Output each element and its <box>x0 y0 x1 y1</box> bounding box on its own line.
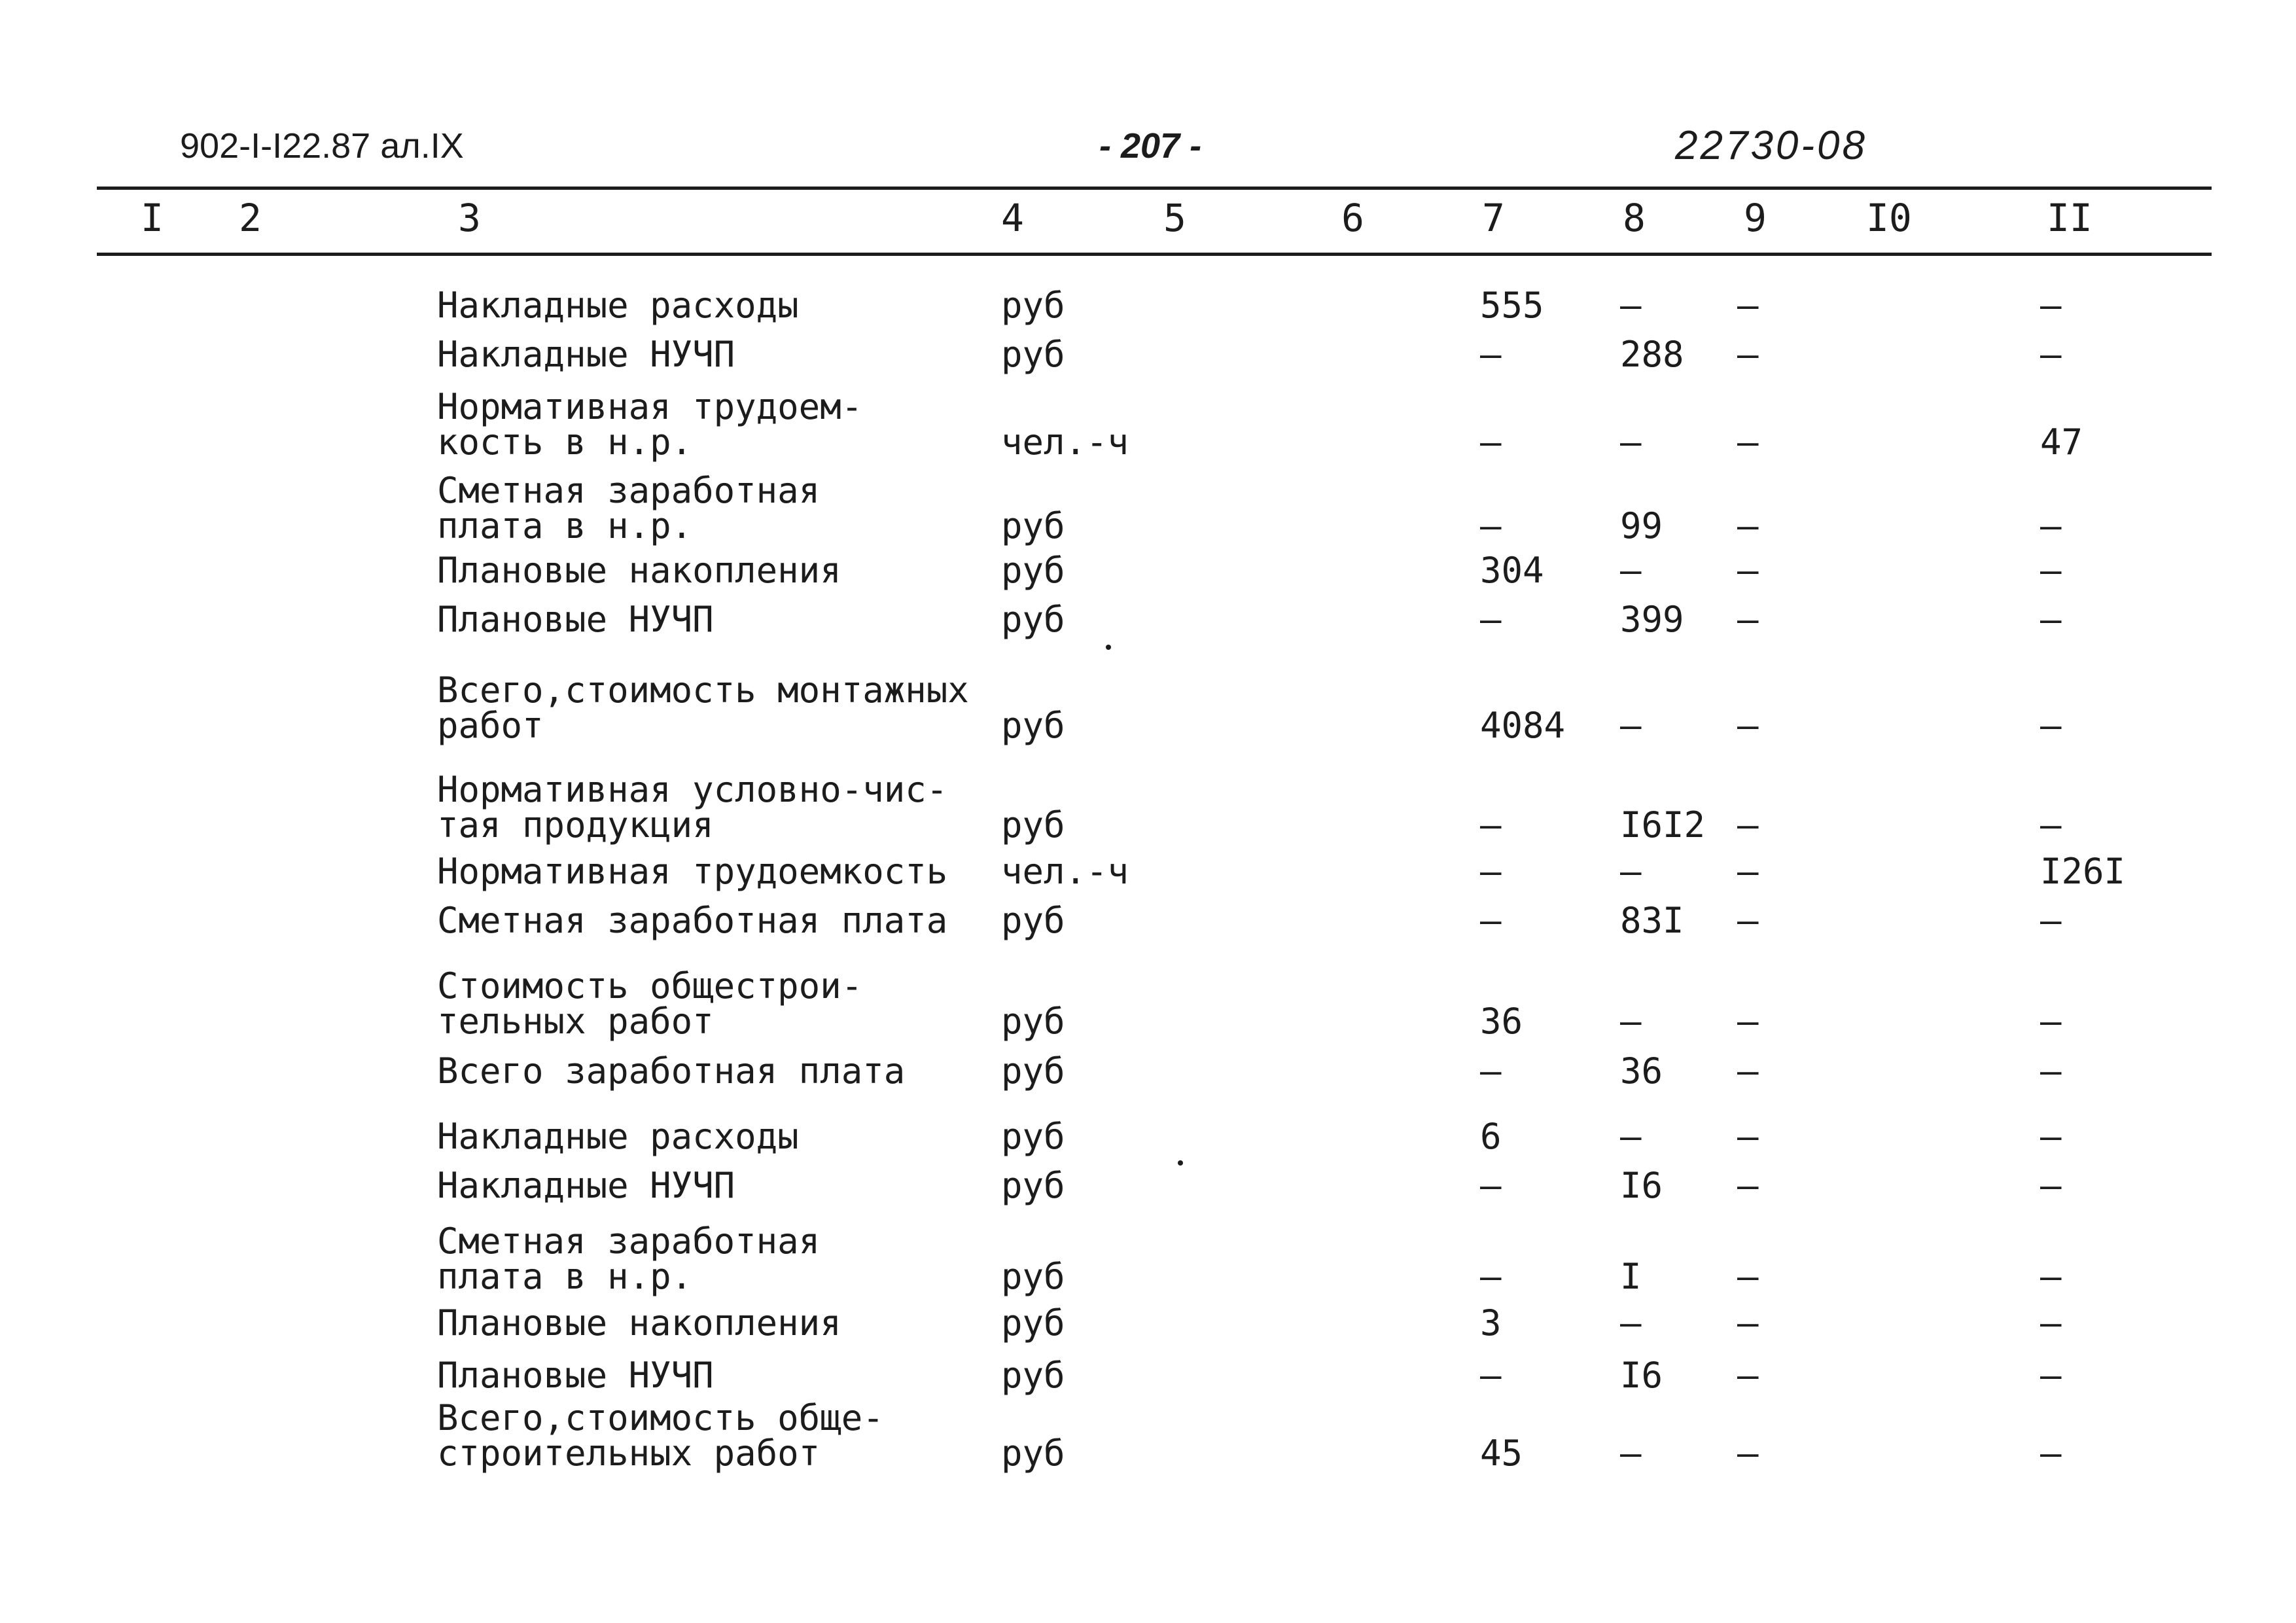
item-name <box>437 769 948 846</box>
item-name-line: Плановые НУЧП <box>437 599 714 640</box>
col7-cell: – <box>1480 1050 1502 1092</box>
col9-cell: – <box>1737 550 1759 591</box>
col8-cell: – <box>1620 1116 1642 1157</box>
col9-cell: – <box>1737 1050 1759 1092</box>
item-name <box>437 334 735 375</box>
item-name-line: Плановые НУЧП <box>437 1355 714 1396</box>
item-name-line: Накладные расходы <box>437 1116 799 1157</box>
unit-cell: руб <box>1001 285 1065 326</box>
col9-cell: – <box>1737 599 1759 640</box>
unit-cell: руб <box>1001 599 1065 640</box>
col9-cell: – <box>1737 1355 1759 1396</box>
sheet-code: 22730-08 <box>1675 123 1868 168</box>
item-name <box>437 965 863 1042</box>
column-number-4: 4 <box>1001 196 1024 240</box>
scan-speck <box>1178 1160 1183 1166</box>
unit-cell: руб <box>1001 505 1065 546</box>
item-name-line: Плановые накопления <box>437 1302 841 1344</box>
item-name-line: Нормативная трудоем- <box>437 386 863 427</box>
unit-cell: руб <box>1001 900 1065 941</box>
item-name-line: Сметная заработная <box>437 1221 821 1262</box>
column-number-3: 3 <box>458 196 481 240</box>
col8-cell: 288 <box>1620 334 1684 375</box>
col9-cell: – <box>1737 285 1759 326</box>
col7-cell: – <box>1480 804 1502 846</box>
col9-cell: – <box>1737 804 1759 846</box>
col9-cell: – <box>1737 1433 1759 1474</box>
col8-cell: – <box>1620 705 1642 746</box>
col9-cell: – <box>1737 705 1759 746</box>
col8-cell: I <box>1620 1256 1642 1297</box>
col7-cell: – <box>1480 1165 1502 1206</box>
unit-cell: руб <box>1001 1256 1065 1297</box>
col9-cell: – <box>1737 1165 1759 1206</box>
col7-cell: – <box>1480 505 1502 546</box>
item-name <box>437 1221 821 1297</box>
item-name <box>437 386 863 463</box>
col7-cell: – <box>1480 900 1502 941</box>
col11-cell: – <box>2040 1355 2062 1396</box>
col9-cell: – <box>1737 421 1759 463</box>
unit-cell: руб <box>1001 804 1065 846</box>
item-name-line: тая продукция <box>437 804 714 846</box>
col8-cell: 36 <box>1620 1050 1663 1092</box>
col7-cell: 3 <box>1480 1302 1502 1344</box>
col11-cell: – <box>2040 1256 2062 1297</box>
col7-cell: 6 <box>1480 1116 1502 1157</box>
item-name <box>437 1355 714 1396</box>
col8-cell: – <box>1620 1001 1642 1042</box>
col11-cell: – <box>2040 804 2062 846</box>
col9-cell: – <box>1737 851 1759 892</box>
item-name-line: строительных работ <box>437 1433 821 1474</box>
column-number-7: 7 <box>1482 196 1505 240</box>
item-name-line: Всего,стоимость монтажных <box>437 669 969 711</box>
col8-cell: – <box>1620 1433 1642 1474</box>
item-name <box>437 599 714 640</box>
unit-cell: руб <box>1001 1433 1065 1474</box>
column-number-11: II <box>2047 196 2093 240</box>
scan-speck <box>1106 645 1111 650</box>
column-number-5: 5 <box>1163 196 1186 240</box>
item-name-line: работ <box>437 705 544 746</box>
col8-cell: – <box>1620 285 1642 326</box>
column-number-2: 2 <box>239 196 262 240</box>
col11-cell: – <box>2040 1302 2062 1344</box>
item-name <box>437 1116 799 1157</box>
col9-cell: – <box>1737 1001 1759 1042</box>
col7-cell: 304 <box>1480 550 1544 591</box>
unit-cell: руб <box>1001 1116 1065 1157</box>
column-number-9: 9 <box>1744 196 1767 240</box>
item-name-line: Нормативная условно-чис- <box>437 769 948 810</box>
col7-cell: 555 <box>1480 285 1544 326</box>
unit-cell: руб <box>1001 1165 1065 1206</box>
item-name <box>437 1397 884 1474</box>
unit-cell: руб <box>1001 550 1065 591</box>
col7-cell: – <box>1480 599 1502 640</box>
col9-cell: – <box>1737 505 1759 546</box>
item-name-line: тельных работ <box>437 1001 714 1042</box>
item-name-line: Накладные расходы <box>437 285 799 326</box>
unit-cell: руб <box>1001 1355 1065 1396</box>
item-name <box>437 1165 735 1206</box>
document-code: 902-I-I22.87 ал.IX <box>180 126 464 166</box>
column-number-10: I0 <box>1866 196 1912 240</box>
col11-cell: – <box>2040 334 2062 375</box>
col8-cell: I6 <box>1620 1355 1663 1396</box>
col11-cell: – <box>2040 1433 2062 1474</box>
item-name-line: Накладные НУЧП <box>437 1165 735 1206</box>
page-number: - 207 - <box>1099 126 1202 166</box>
item-name-line: кость в н.р. <box>437 421 693 463</box>
item-name <box>437 550 841 591</box>
col11-cell: – <box>2040 1001 2062 1042</box>
item-name-line: Нормативная трудоемкость <box>437 851 948 892</box>
col11-cell: – <box>2040 1116 2062 1157</box>
item-name-line: Стоимость общестрои- <box>437 965 863 1007</box>
table-top-rule <box>97 187 2212 190</box>
col11-cell: – <box>2040 505 2062 546</box>
col9-cell: – <box>1737 1302 1759 1344</box>
col8-cell: I6I2 <box>1620 804 1706 846</box>
column-number-1: I <box>141 196 164 240</box>
col11-cell: – <box>2040 599 2062 640</box>
unit-cell: чел.-ч <box>1001 851 1129 892</box>
item-name-line: Сметная заработная <box>437 470 821 511</box>
item-name-line: Сметная заработная плата <box>437 900 948 941</box>
col7-cell: – <box>1480 1355 1502 1396</box>
col9-cell: – <box>1737 1116 1759 1157</box>
col9-cell: – <box>1737 900 1759 941</box>
item-name <box>437 669 969 746</box>
unit-cell: руб <box>1001 705 1065 746</box>
unit-cell: руб <box>1001 1302 1065 1344</box>
unit-cell: руб <box>1001 334 1065 375</box>
item-name-line: Плановые накопления <box>437 550 841 591</box>
col7-cell: – <box>1480 1256 1502 1297</box>
col7-cell: 36 <box>1480 1001 1523 1042</box>
col9-cell: – <box>1737 1256 1759 1297</box>
col9-cell: – <box>1737 334 1759 375</box>
unit-cell: руб <box>1001 1050 1065 1092</box>
table-header-rule <box>97 253 2212 256</box>
col8-cell: – <box>1620 851 1642 892</box>
col11-cell: – <box>2040 550 2062 591</box>
col8-cell: I6 <box>1620 1165 1663 1206</box>
unit-cell: чел.-ч <box>1001 421 1129 463</box>
col8-cell: – <box>1620 550 1642 591</box>
item-name <box>437 900 948 941</box>
col11-cell: – <box>2040 705 2062 746</box>
column-number-6: 6 <box>1341 196 1364 240</box>
col8-cell: 83I <box>1620 900 1684 941</box>
col8-cell: – <box>1620 1302 1642 1344</box>
col8-cell: – <box>1620 421 1642 463</box>
item-name-line: плата в н.р. <box>437 505 693 546</box>
item-name-line: плата в н.р. <box>437 1256 693 1297</box>
item-name <box>437 285 799 326</box>
col11-cell: – <box>2040 1165 2062 1206</box>
col11-cell: I26I <box>2040 851 2126 892</box>
col11-cell: – <box>2040 1050 2062 1092</box>
unit-cell: руб <box>1001 1001 1065 1042</box>
col7-cell: – <box>1480 334 1502 375</box>
item-name <box>437 1050 906 1092</box>
col11-cell: 47 <box>2040 421 2083 463</box>
item-name <box>437 851 948 892</box>
col7-cell: – <box>1480 851 1502 892</box>
item-name <box>437 470 821 546</box>
column-number-8: 8 <box>1623 196 1646 240</box>
col11-cell: – <box>2040 900 2062 941</box>
col8-cell: 399 <box>1620 599 1684 640</box>
col7-cell: 45 <box>1480 1433 1523 1474</box>
item-name-line: Всего,стоимость обще- <box>437 1397 884 1438</box>
col8-cell: 99 <box>1620 505 1663 546</box>
item-name <box>437 1302 841 1344</box>
col7-cell: 4084 <box>1480 705 1566 746</box>
col11-cell: – <box>2040 285 2062 326</box>
item-name-line: Всего заработная плата <box>437 1050 906 1092</box>
col7-cell: – <box>1480 421 1502 463</box>
item-name-line: Накладные НУЧП <box>437 334 735 375</box>
